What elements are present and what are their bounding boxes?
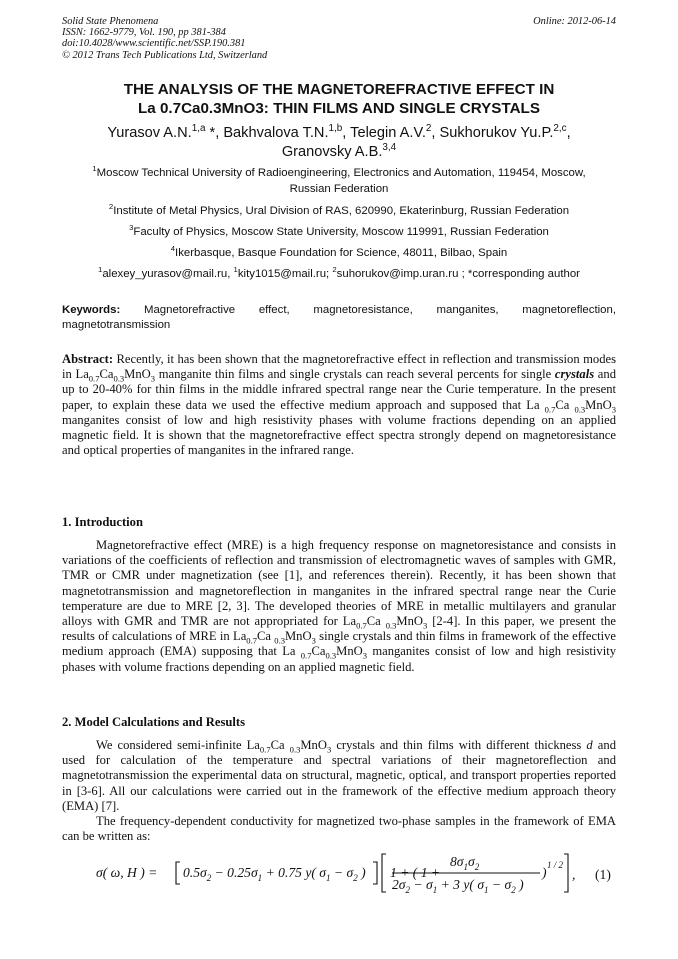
email-line: $^1$alexey_yurasov@mail.ru, $^1$kity1015@mail.ru; $^2$suhorukov@imp.uran.ru ; *corresponding author — [98, 265, 580, 280]
author: Telegin A.V. — [350, 125, 426, 141]
copyright: © 2012 Trans Tech Publications Ltd, Switzerland — [62, 49, 268, 61]
abstract-label: Abstract: — [62, 352, 114, 366]
section-heading-introduction: 1. Introduction — [62, 515, 143, 529]
journal-header — [62, 16, 616, 61]
svg-text:1 / 2: 1 / 2 — [547, 860, 564, 870]
email-link[interactable]: kity1015@mail.ru; — [237, 268, 333, 280]
affiliation-3: $^3$Faculty of Physics, Moscow State University, Moscow 119991, Russian Federation — [129, 223, 549, 238]
author: Bakhvalova T.N. — [223, 125, 329, 141]
affiliation-4: $^4$Ikerbasque, Basque Foundation for Science, 48011, Bilbao, Spain — [170, 244, 508, 259]
author-list: Yurasov A.N.$^{1,a}$ *, Bakhvalova T.N.$^{1,b}$, Telegin A.V.$^2$, Sukhorukov Yu.P.$^{2,c}$, Granovsky A.B.$^{3,4}$ — [107, 123, 571, 160]
issn: ISSN: 1662-9779, Vol. 190, pp 381-384 — [62, 27, 226, 39]
model-paragraph: We considered semi-infinite $La_{0.7}Ca$ $_{0.3}$MnO$_3$ crystals and thin films with different thickness d and used for calculation of the temperature and spectral variations of their magnetoreflection and magnetotransmission the experimental data on structural, magnetic, optical, and transport properties reported in [3-6]. All our calculations were carried out in the framework of the effective medium approach theory (EMA) [7]. The frequency-dependent conductivity for magnetized two-phase samples in the framework of EMA can be written as: — [62, 738, 616, 844]
journal-name: Solid State Phenomena — [62, 16, 159, 27]
email-link[interactable]: alexey_yurasov@mail.ru, — [102, 268, 234, 280]
keywords-label: Keywords: — [62, 304, 121, 316]
equation-1 — [62, 848, 616, 898]
keywords — [62, 303, 616, 332]
keywords-text: Magnetorefractive effect, magnetoresistance, manganites, magnetoreflection, magnetotransmission — [62, 304, 616, 331]
author: Sukhorukov Yu.P. — [439, 125, 554, 141]
equation-number: (1) — [595, 867, 611, 882]
svg-text:1 + ( 1 +: 1 + ( 1 + — [390, 865, 441, 880]
svg-text:): ) — [542, 865, 547, 880]
svg-text:,: , — [572, 867, 576, 882]
section-heading-model: 2. Model Calculations and Results — [62, 715, 245, 729]
eq-lhs: σ( ω, H ) = — [96, 865, 158, 880]
doi: doi:10.4028/www.scientific.net/SSP.190.381 — [62, 38, 246, 50]
introduction-paragraph: Magnetorefractive effect (MRE) is a high frequency response on magnetoresistance and consists in variations of the coefficients of reflection and transmission of electromagnetic waves of samples with GMR, TMR or CMR under magnetization (see [1], and references therein). Recently, it has been shown that magnetotransmission and magnetoreflection in manganites in the infrared spectral range near the Curie temperature are due to MRE [2, 3]. The developed theories of MRE in metallic multilayers and granular alloys with GMR and TMR are not appropriated for $La_{0.7}Ca$ $_{0.3}$MnO$_3$ [2-4]. In this paper, we present the results of calculations of MRE in $La_{0.7}Ca$ $_{0.3}$MnO$_3$ single crystals and thin films in framework of the effective medium approach (EMA) supposing that La $_{0.7}Ca_{0.3}MnO_3$ manganites consist of low and high resistivity phases with volume fractions depending on an applied magnetic field. — [62, 538, 617, 674]
affiliation-2: $^2$Institute of Metal Physics, Ural Division of RAS, 620990, Ekaterinburg, Russian Federation — [108, 202, 570, 217]
author: Granovsky A.B. — [281, 144, 383, 160]
email-link[interactable]: suhorukov@imp.uran.ru ; *corresponding author — [336, 268, 580, 280]
svg-text:0.5σ2 − 0.25σ1 + 0.75 y( σ1 −: $0.5\sigma_2 - 0.25\sigma_1 + 0.75$ y( $\sigma_1 - \sigma_2$ ) — [183, 865, 366, 883]
author: Yurasov A.N. — [107, 125, 192, 141]
svg-text:2σ2 − σ1 + 3 y( σ1 − σ2 ): $2\sigma_2 - \sigma_1 + 3$ y( $\sigma_1 - \sigma_2$ ) — [392, 877, 524, 895]
abstract: Abstract: Recently, it has been shown that the magnetorefractive effect in reflection and transmission modes in $La_{0.7}Ca_{0.3}MnO_3$ manganite thin films and single crystals can reach several percents for single crystals and up to 20-40% for thin films in the middle infrared spectral range near the Curie temperature. In the present paper, to explain these data we used the effective medium approach and supposed that La $_{0.7}$Ca $_{0.3}$MnO$_3$ manganites consist of low and high resistivity phases with volume fractions depending on an applied magnetic field. It is shown that the magnetorefractive effect spectra strongly depend on magnetoresistance and optical properties of manganites in the infrared range. — [62, 352, 617, 458]
affiliation-1: $^1$Moscow Technical University of Radioengineering, Electronics and Automation, 119454, Moscow, Russian Federation — [92, 164, 586, 195]
svg-text:8σ1σ2: $8\sigma_1\sigma_2$ — [450, 854, 480, 872]
paper-title: THE ANALYSIS OF THE MAGNETOREFRACTIVE EFFECT IN La 0.7Ca0.3MnO3: THIN FILMS AND SINGLE CRYSTALS — [123, 81, 555, 117]
online-date: Online: 2012-06-14 — [533, 16, 616, 27]
equation-graphic — [62, 848, 616, 898]
